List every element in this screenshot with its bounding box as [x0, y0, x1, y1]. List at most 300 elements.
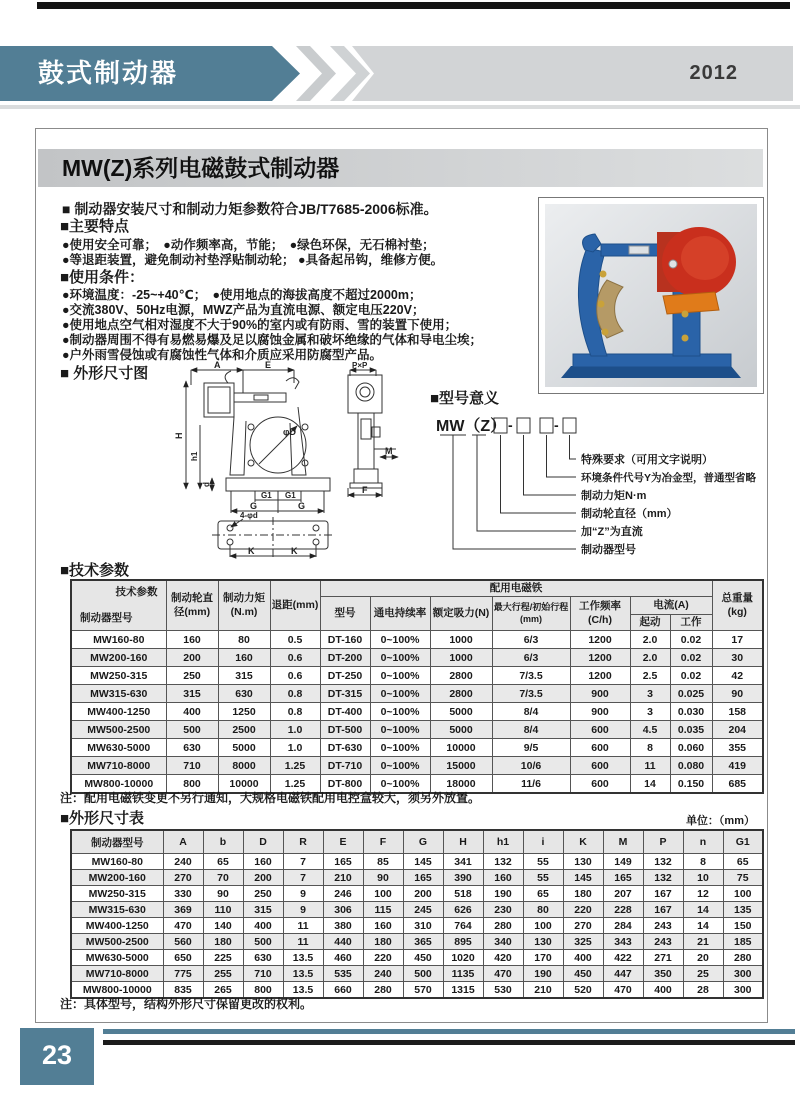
value-cell: 5000	[430, 721, 492, 739]
value-cell: 280	[363, 982, 403, 999]
dim-label-E: E	[265, 361, 272, 370]
value-cell: 0~100%	[370, 703, 430, 721]
value-cell: 207	[603, 886, 643, 902]
dim-label-A: A	[214, 361, 221, 370]
value-cell: 243	[643, 934, 683, 950]
dim-label-M: M	[385, 446, 393, 456]
value-cell: 80	[523, 902, 563, 918]
dim-column-header: n	[683, 830, 723, 854]
dim-label-phiD: φD	[283, 427, 296, 437]
value-cell: 7/3.5	[492, 667, 570, 685]
value-cell: 306	[323, 902, 363, 918]
chevron-icon	[296, 46, 336, 101]
value-cell: 300	[723, 966, 763, 982]
value-cell: 600	[570, 721, 630, 739]
value-cell: 340	[483, 934, 523, 950]
table-row	[71, 721, 763, 739]
value-cell: 422	[603, 950, 643, 966]
value-cell: 90	[712, 685, 763, 703]
page-title: MW(Z)系列电磁鼓式制动器	[62, 155, 340, 181]
dim-column-header: G1	[723, 830, 763, 854]
corner-top-label: 技术参数	[115, 586, 158, 598]
condition-line: ●交流380V、50Hz电源，MWZ产品为直流电源、额定电压220V；	[62, 303, 425, 317]
value-cell: 280	[483, 918, 523, 934]
banner-divider	[0, 105, 800, 109]
tech-table-body	[71, 631, 763, 794]
value-cell: 135	[723, 902, 763, 918]
value-cell: 110	[203, 902, 243, 918]
section-title-bar	[38, 149, 763, 187]
value-cell: 1.25	[270, 775, 320, 794]
value-cell: 500	[403, 966, 443, 982]
value-cell: 0.080	[670, 757, 712, 775]
value-cell: 710	[166, 757, 218, 775]
value-cell: 243	[643, 918, 683, 934]
value-cell: 165	[403, 870, 443, 886]
value-cell: 165	[323, 854, 363, 870]
value-cell: 21	[683, 934, 723, 950]
value-cell: 447	[603, 966, 643, 982]
model-cell: MW400-1250	[71, 918, 163, 934]
dim-column-header: K	[563, 830, 603, 854]
value-cell: 200	[166, 649, 218, 667]
value-cell: 240	[163, 854, 203, 870]
dim-column-header: b	[203, 830, 243, 854]
model-cell: MW160-80	[71, 631, 166, 649]
value-cell: DT-200	[320, 649, 370, 667]
model-cell: MW800-10000	[71, 775, 166, 794]
value-cell: 145	[563, 870, 603, 886]
value-cell: 470	[483, 966, 523, 982]
value-cell: 764	[443, 918, 483, 934]
col-header-start: 起动	[630, 615, 670, 631]
value-cell: DT-315	[320, 685, 370, 703]
model-cell: MW630-5000	[71, 739, 166, 757]
value-cell: 2500	[218, 721, 270, 739]
dim-label-G1: G1	[261, 491, 272, 500]
model-designation-svg	[428, 387, 763, 565]
value-cell: 341	[443, 854, 483, 870]
dim-column-header: i	[523, 830, 563, 854]
dim-column-header: G	[403, 830, 443, 854]
value-cell: 325	[563, 934, 603, 950]
value-cell: 800	[166, 775, 218, 794]
value-cell: 10/6	[492, 757, 570, 775]
model-cell: MW160-80	[71, 854, 163, 870]
value-cell: 65	[523, 886, 563, 902]
value-cell: 7/3.5	[492, 685, 570, 703]
model-label: 加“Z”为直流	[581, 526, 643, 538]
value-cell: 14	[683, 902, 723, 918]
table-row	[71, 667, 763, 685]
col-header-work: 工作	[670, 615, 712, 631]
model-cell: MW200-160	[71, 649, 166, 667]
value-cell: 28	[683, 982, 723, 999]
value-cell: 4.5	[630, 721, 670, 739]
model-cell: MW710-8000	[71, 757, 166, 775]
model-label: 制动力矩N·m	[581, 490, 647, 502]
value-cell: DT-500	[320, 721, 370, 739]
table-row	[71, 886, 763, 902]
value-cell: 535	[323, 966, 363, 982]
table-row	[71, 649, 763, 667]
value-cell: 350	[643, 966, 683, 982]
value-cell: 220	[563, 902, 603, 918]
model-cell: MW630-5000	[71, 950, 163, 966]
dimension-drawing-svg	[164, 361, 426, 559]
value-cell: 355	[712, 739, 763, 757]
value-cell: 0.02	[670, 649, 712, 667]
value-cell: 1200	[570, 667, 630, 685]
dim-label-K: K	[291, 546, 298, 556]
dim-label-PxP: P×P	[352, 361, 368, 370]
dim-column-header: H	[443, 830, 483, 854]
value-cell: 470	[603, 982, 643, 999]
value-cell: 271	[643, 950, 683, 966]
value-cell: 160	[166, 631, 218, 649]
condition-line: ●使用地点空气相对湿度不大于90%的室内或有防雨、雪的装置下使用；	[62, 318, 458, 332]
value-cell: 1200	[570, 649, 630, 667]
value-cell: 1020	[443, 950, 483, 966]
model-cell: MW250-315	[71, 667, 166, 685]
value-cell: 2.0	[630, 649, 670, 667]
condition-line: ●户外雨雪侵蚀或有腐蚀性气体和介质应采用防腐型产品。	[62, 348, 383, 362]
feature-line: ●等退距装置，避免制动衬垫浮贴制动轮； ●具备起吊钩，维修方便。	[62, 253, 444, 267]
value-cell: 150	[723, 918, 763, 934]
value-cell: 0.030	[670, 703, 712, 721]
value-cell: 369	[163, 902, 203, 918]
model-label: 环境条件代号Y为冶金型，普通型省略	[581, 472, 757, 484]
conditions-heading: ■使用条件：	[60, 269, 145, 286]
dim-column-header: P	[643, 830, 683, 854]
col-group-current: 电流(A)	[630, 597, 712, 615]
value-cell: 70	[203, 870, 243, 886]
value-cell: 6/3	[492, 649, 570, 667]
value-cell: 130	[563, 854, 603, 870]
table-row	[71, 703, 763, 721]
value-cell: 560	[163, 934, 203, 950]
value-cell: 630	[166, 739, 218, 757]
content-sheet	[35, 128, 768, 1023]
model-label: 特殊要求（可用文字说明）	[581, 454, 713, 466]
value-cell: 0~100%	[370, 739, 430, 757]
value-cell: 343	[603, 934, 643, 950]
value-cell: 132	[483, 854, 523, 870]
value-cell: 0.060	[670, 739, 712, 757]
value-cell: 1.25	[270, 757, 320, 775]
value-cell: 132	[643, 854, 683, 870]
value-cell: 270	[563, 918, 603, 934]
page-banner	[0, 46, 800, 101]
table-row	[71, 918, 763, 934]
value-cell: 400	[243, 918, 283, 934]
value-cell: 0.6	[270, 667, 320, 685]
value-cell: 500	[243, 934, 283, 950]
value-cell: 13.5	[283, 982, 323, 999]
value-cell: 270	[163, 870, 203, 886]
col-header-model: 型号	[320, 597, 370, 631]
value-cell: 9	[283, 902, 323, 918]
value-cell: 204	[712, 721, 763, 739]
dim-table	[70, 829, 764, 999]
table-row	[71, 685, 763, 703]
value-cell: 0.8	[270, 703, 320, 721]
value-cell: 185	[723, 934, 763, 950]
dim-table-body	[71, 854, 763, 999]
value-cell: 315	[243, 902, 283, 918]
table-row	[71, 950, 763, 966]
value-cell: 900	[570, 703, 630, 721]
value-cell: 0.8	[270, 685, 320, 703]
value-cell: 80	[218, 631, 270, 649]
value-cell: 140	[203, 918, 243, 934]
model-cell: MW315-630	[71, 902, 163, 918]
value-cell: 240	[363, 966, 403, 982]
model-cell: MW200-160	[71, 870, 163, 886]
value-cell: 130	[523, 934, 563, 950]
table-row	[71, 966, 763, 982]
model-designation	[428, 387, 763, 565]
value-cell: 400	[643, 982, 683, 999]
value-cell: 400	[166, 703, 218, 721]
value-cell: 570	[403, 982, 443, 999]
value-cell: 660	[323, 982, 363, 999]
value-cell: 55	[523, 854, 563, 870]
table-row	[71, 854, 763, 870]
value-cell: 6/3	[492, 631, 570, 649]
value-cell: 284	[603, 918, 643, 934]
value-cell: DT-710	[320, 757, 370, 775]
table-row	[71, 934, 763, 950]
model-legend-heading: ■型号意义	[430, 390, 500, 407]
value-cell: 0.025	[670, 685, 712, 703]
dim-table-header-row	[71, 830, 763, 854]
value-cell: 100	[523, 918, 563, 934]
value-cell: 200	[403, 886, 443, 902]
dim-label-G: G	[250, 501, 258, 511]
value-cell: 419	[712, 757, 763, 775]
tech-table-heading: ■技术参数	[60, 562, 130, 579]
col-header-wheel: 制动轮直径(mm)	[166, 580, 218, 631]
page-number-tab	[20, 1028, 94, 1085]
dim-column-header: h1	[483, 830, 523, 854]
value-cell: 255	[203, 966, 243, 982]
value-cell: 1000	[430, 631, 492, 649]
table-row	[71, 902, 763, 918]
value-cell: 0~100%	[370, 649, 430, 667]
value-cell: 11	[283, 918, 323, 934]
value-cell: DT-250	[320, 667, 370, 685]
value-cell: 246	[323, 886, 363, 902]
value-cell: 530	[483, 982, 523, 999]
standard-line: ■ 制动器安装尺寸和制动力矩参数符合JB/T7685-2006标准。	[62, 201, 438, 217]
value-cell: 1000	[430, 649, 492, 667]
value-cell: 310	[403, 918, 443, 934]
value-cell: 13.5	[283, 950, 323, 966]
value-cell: 300	[723, 982, 763, 999]
value-cell: 115	[363, 902, 403, 918]
value-cell: 365	[403, 934, 443, 950]
model-cell: MW710-8000	[71, 966, 163, 982]
value-cell: 132	[643, 870, 683, 886]
value-cell: 14	[630, 775, 670, 794]
value-cell: 3	[630, 703, 670, 721]
value-cell: 626	[443, 902, 483, 918]
value-cell: 7	[283, 870, 323, 886]
value-cell: DT-630	[320, 739, 370, 757]
value-cell: 450	[563, 966, 603, 982]
value-cell: 10000	[430, 739, 492, 757]
col-header-stroke: 最大行程/初始行程(mm)	[492, 597, 570, 631]
value-cell: 630	[243, 950, 283, 966]
value-cell: 600	[570, 775, 630, 794]
dim-column-header: D	[243, 830, 283, 854]
value-cell: 0.150	[670, 775, 712, 794]
value-cell: 11	[283, 934, 323, 950]
value-cell: 10000	[218, 775, 270, 794]
top-rule	[37, 2, 790, 9]
value-cell: 11/6	[492, 775, 570, 794]
value-cell: 630	[218, 685, 270, 703]
dim-column-header: F	[363, 830, 403, 854]
model-cell: MW400-1250	[71, 703, 166, 721]
value-cell: 895	[443, 934, 483, 950]
footer-dark-rule	[103, 1040, 795, 1045]
value-cell: 190	[483, 886, 523, 902]
value-cell: 8/4	[492, 721, 570, 739]
value-cell: 8	[630, 739, 670, 757]
value-cell: 8/4	[492, 703, 570, 721]
value-cell: 20	[683, 950, 723, 966]
dim-column-header: E	[323, 830, 363, 854]
dim-label-holes: 4-φd	[240, 511, 258, 520]
model-cell: MW250-315	[71, 886, 163, 902]
corner-cell	[71, 580, 166, 631]
value-cell: 149	[603, 854, 643, 870]
value-cell: 100	[363, 886, 403, 902]
table-row	[71, 739, 763, 757]
value-cell: 165	[603, 870, 643, 886]
value-cell: 55	[523, 870, 563, 886]
model-cell: MW500-2500	[71, 934, 163, 950]
table-row	[71, 631, 763, 649]
value-cell: 315	[166, 685, 218, 703]
value-cell: 775	[163, 966, 203, 982]
condition-line: ●环境温度：-25~+40℃； ●使用地点的海拔高度不超过2000m；	[62, 288, 422, 302]
col-header-torque: 制动力矩(N.m)	[218, 580, 270, 631]
col-header-duty: 通电持续率	[370, 597, 430, 631]
value-cell: 1315	[443, 982, 483, 999]
value-cell: 228	[603, 902, 643, 918]
value-cell: 160	[363, 918, 403, 934]
value-cell: 230	[483, 902, 523, 918]
value-cell: 2.5	[630, 667, 670, 685]
value-cell: 500	[166, 721, 218, 739]
value-cell: 90	[203, 886, 243, 902]
value-cell: 1.0	[270, 739, 320, 757]
col-header-suction: 额定吸力(N)	[430, 597, 492, 631]
value-cell: 11	[630, 757, 670, 775]
value-cell: 180	[563, 886, 603, 902]
dim-label-h1: h1	[190, 451, 199, 461]
value-cell: DT-160	[320, 631, 370, 649]
dim-column-header: A	[163, 830, 203, 854]
dim-label-G1: G1	[285, 491, 296, 500]
value-cell: 1250	[218, 703, 270, 721]
value-cell: 440	[323, 934, 363, 950]
value-cell: 245	[403, 902, 443, 918]
value-cell: 0.02	[670, 667, 712, 685]
value-cell: 7	[283, 854, 323, 870]
value-cell: 400	[563, 950, 603, 966]
value-cell: 0.035	[670, 721, 712, 739]
condition-line: ●制动器周围不得有易燃易爆及足以腐蚀金属和破坏绝缘的气体和导电尘埃；	[62, 333, 483, 347]
value-cell: 10	[683, 870, 723, 886]
value-cell: 0~100%	[370, 721, 430, 739]
value-cell: 170	[523, 950, 563, 966]
value-cell: 160	[243, 854, 283, 870]
table-row	[71, 870, 763, 886]
dim-table-heading: ■外形尺寸表	[60, 810, 145, 827]
value-cell: 650	[163, 950, 203, 966]
value-cell: 12	[683, 886, 723, 902]
value-cell: 160	[483, 870, 523, 886]
product-photo	[538, 197, 764, 394]
value-cell: 2800	[430, 667, 492, 685]
value-cell: 15000	[430, 757, 492, 775]
category-title: 鼓式制动器	[38, 58, 179, 88]
value-cell: 90	[363, 870, 403, 886]
value-cell: 75	[723, 870, 763, 886]
value-cell: 25	[683, 966, 723, 982]
value-cell: 9	[283, 886, 323, 902]
dimension-drawing	[164, 361, 426, 559]
value-cell: 18000	[430, 775, 492, 794]
value-cell: 9/5	[492, 739, 570, 757]
model-cell: MW800-10000	[71, 982, 163, 999]
value-cell: 685	[712, 775, 763, 794]
model-cell: MW500-2500	[71, 721, 166, 739]
value-cell: 167	[643, 902, 683, 918]
value-cell: 0~100%	[370, 757, 430, 775]
col-group-magnet: 配用电磁铁	[320, 580, 712, 597]
value-cell: 8000	[218, 757, 270, 775]
value-cell: 900	[570, 685, 630, 703]
value-cell: 220	[363, 950, 403, 966]
value-cell: 1135	[443, 966, 483, 982]
value-cell: 518	[443, 886, 483, 902]
brake-photo-illustration	[545, 204, 757, 387]
dim-label-K: K	[248, 546, 255, 556]
dim-label-F: F	[362, 485, 368, 495]
col-header-retreat: 退距(mm)	[270, 580, 320, 631]
model-code-dash: -	[554, 417, 559, 433]
value-cell: 167	[643, 886, 683, 902]
model-label: 制动器型号	[581, 544, 636, 556]
value-cell: 800	[243, 982, 283, 999]
value-cell: 200	[243, 870, 283, 886]
page-number: 23	[42, 1040, 73, 1070]
model-code-dash: -	[508, 417, 513, 433]
value-cell: 13.5	[283, 966, 323, 982]
value-cell: 710	[243, 966, 283, 982]
value-cell: 5000	[430, 703, 492, 721]
value-cell: 600	[570, 757, 630, 775]
value-cell: 600	[570, 739, 630, 757]
model-code: MW（Z）	[436, 418, 507, 435]
value-cell: DT-400	[320, 703, 370, 721]
value-cell: 0~100%	[370, 631, 430, 649]
